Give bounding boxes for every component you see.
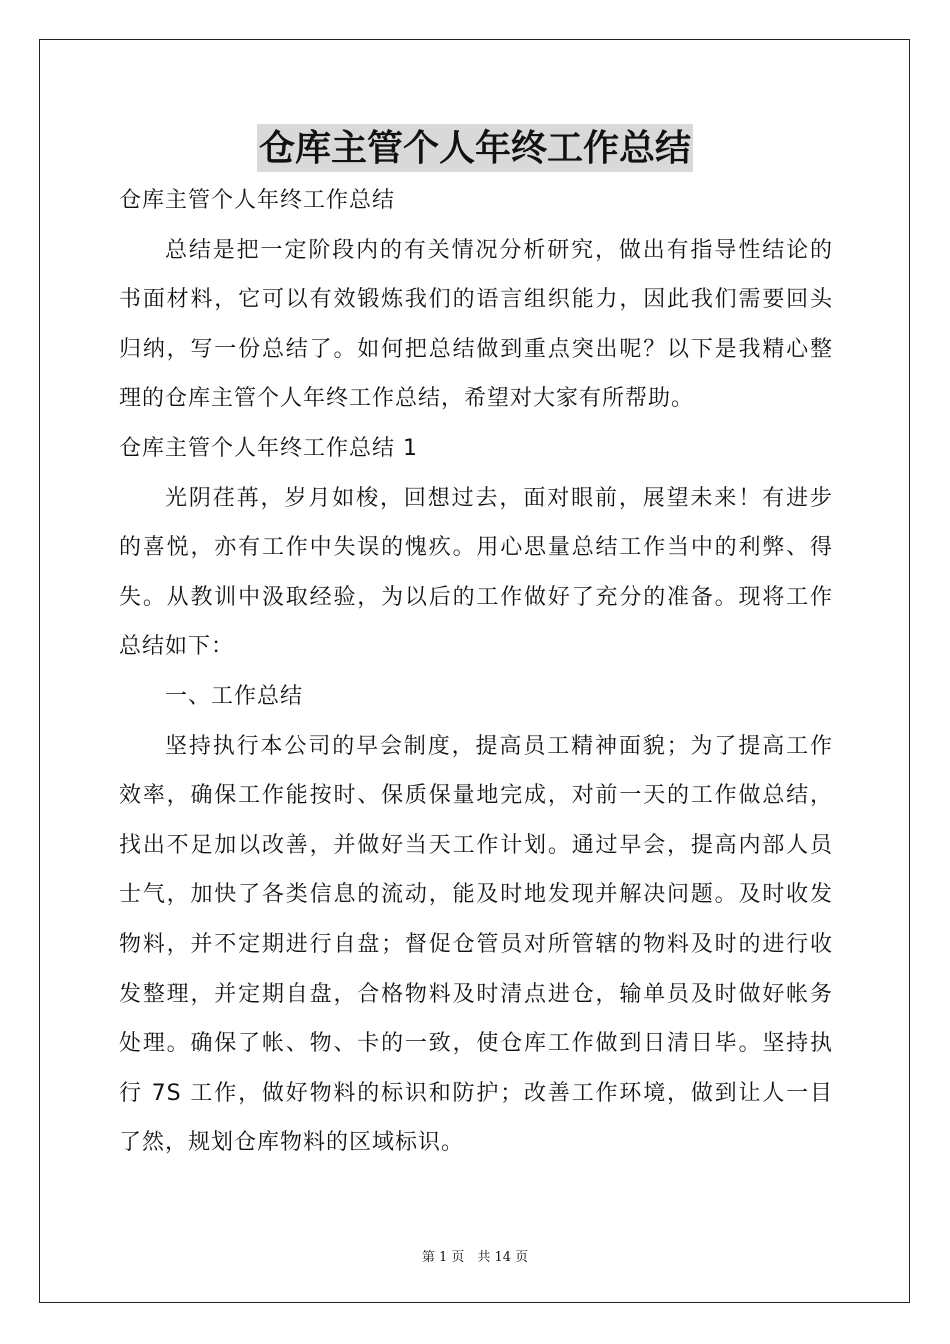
page-footer: 第 1 页 共 14 页 — [421, 1250, 529, 1265]
text-line: 仓库主管个人年终工作总结 — [119, 188, 396, 213]
text-line: 坚持执行本公司的早会制度，提高员工精神面貌；为了提高工作 — [165, 733, 833, 759]
text-line: 了然，规划仓库物料的区域标识。 — [119, 1130, 465, 1156]
text-line: 找出不足加以改善，并做好当天工作计划。通过早会，提高内部人员 — [119, 832, 833, 858]
text-line: 归纳，写一份总结了。如何把总结做到重点突出呢？以下是我精心整 — [119, 336, 833, 362]
document-title: 仓库主管个人年终工作总结 — [257, 124, 693, 172]
text-line: 行 7S 工作，做好物料的标识和防护；改善工作环境，做到让人一目 — [119, 1080, 833, 1106]
text-line: 士气，加快了各类信息的流动，能及时地发现并解决问题。及时收发 — [119, 882, 833, 908]
text-line: 总结如下： — [119, 634, 235, 660]
text-line: 失。从教训中汲取经验，为以后的工作做好了充分的准备。现将工作 — [119, 584, 833, 610]
text-line: 效率，确保工作能按时、保质保量地完成，对前一天的工作做总结， — [119, 783, 833, 809]
title-container — [0, 124, 950, 172]
text-line: 书面材料，它可以有效锻炼我们的语言组织能力，因此我们需要回头 — [119, 287, 833, 313]
text-line: 物料，并不定期进行自盘；督促仓管员对所管辖的物料及时的进行收 — [119, 931, 833, 957]
text-line: 光阴荏苒，岁月如梭，回想过去，面对眼前，展望未来！有进步 — [165, 485, 833, 511]
text-line: 的喜悦，亦有工作中失误的愧疚。用心思量总结工作当中的利弊、得 — [119, 535, 833, 561]
text-line: 总结是把一定阶段内的有关情况分析研究，做出有指导性结论的 — [165, 237, 833, 263]
document-body — [119, 176, 833, 1168]
text-line: 发整理，并定期自盘，合格物料及时清点进仓，输单员及时做好帐务 — [119, 981, 833, 1007]
text-line: 理的仓库主管个人年终工作总结，希望对大家有所帮助。 — [119, 386, 695, 412]
text-line: 处理。确保了帐、物、卡的一致，使仓库工作做到日清日毕。坚持执 — [119, 1031, 833, 1057]
text-line: 仓库主管个人年终工作总结 1 — [119, 435, 418, 461]
text-line: 一、工作总结 — [165, 683, 304, 709]
